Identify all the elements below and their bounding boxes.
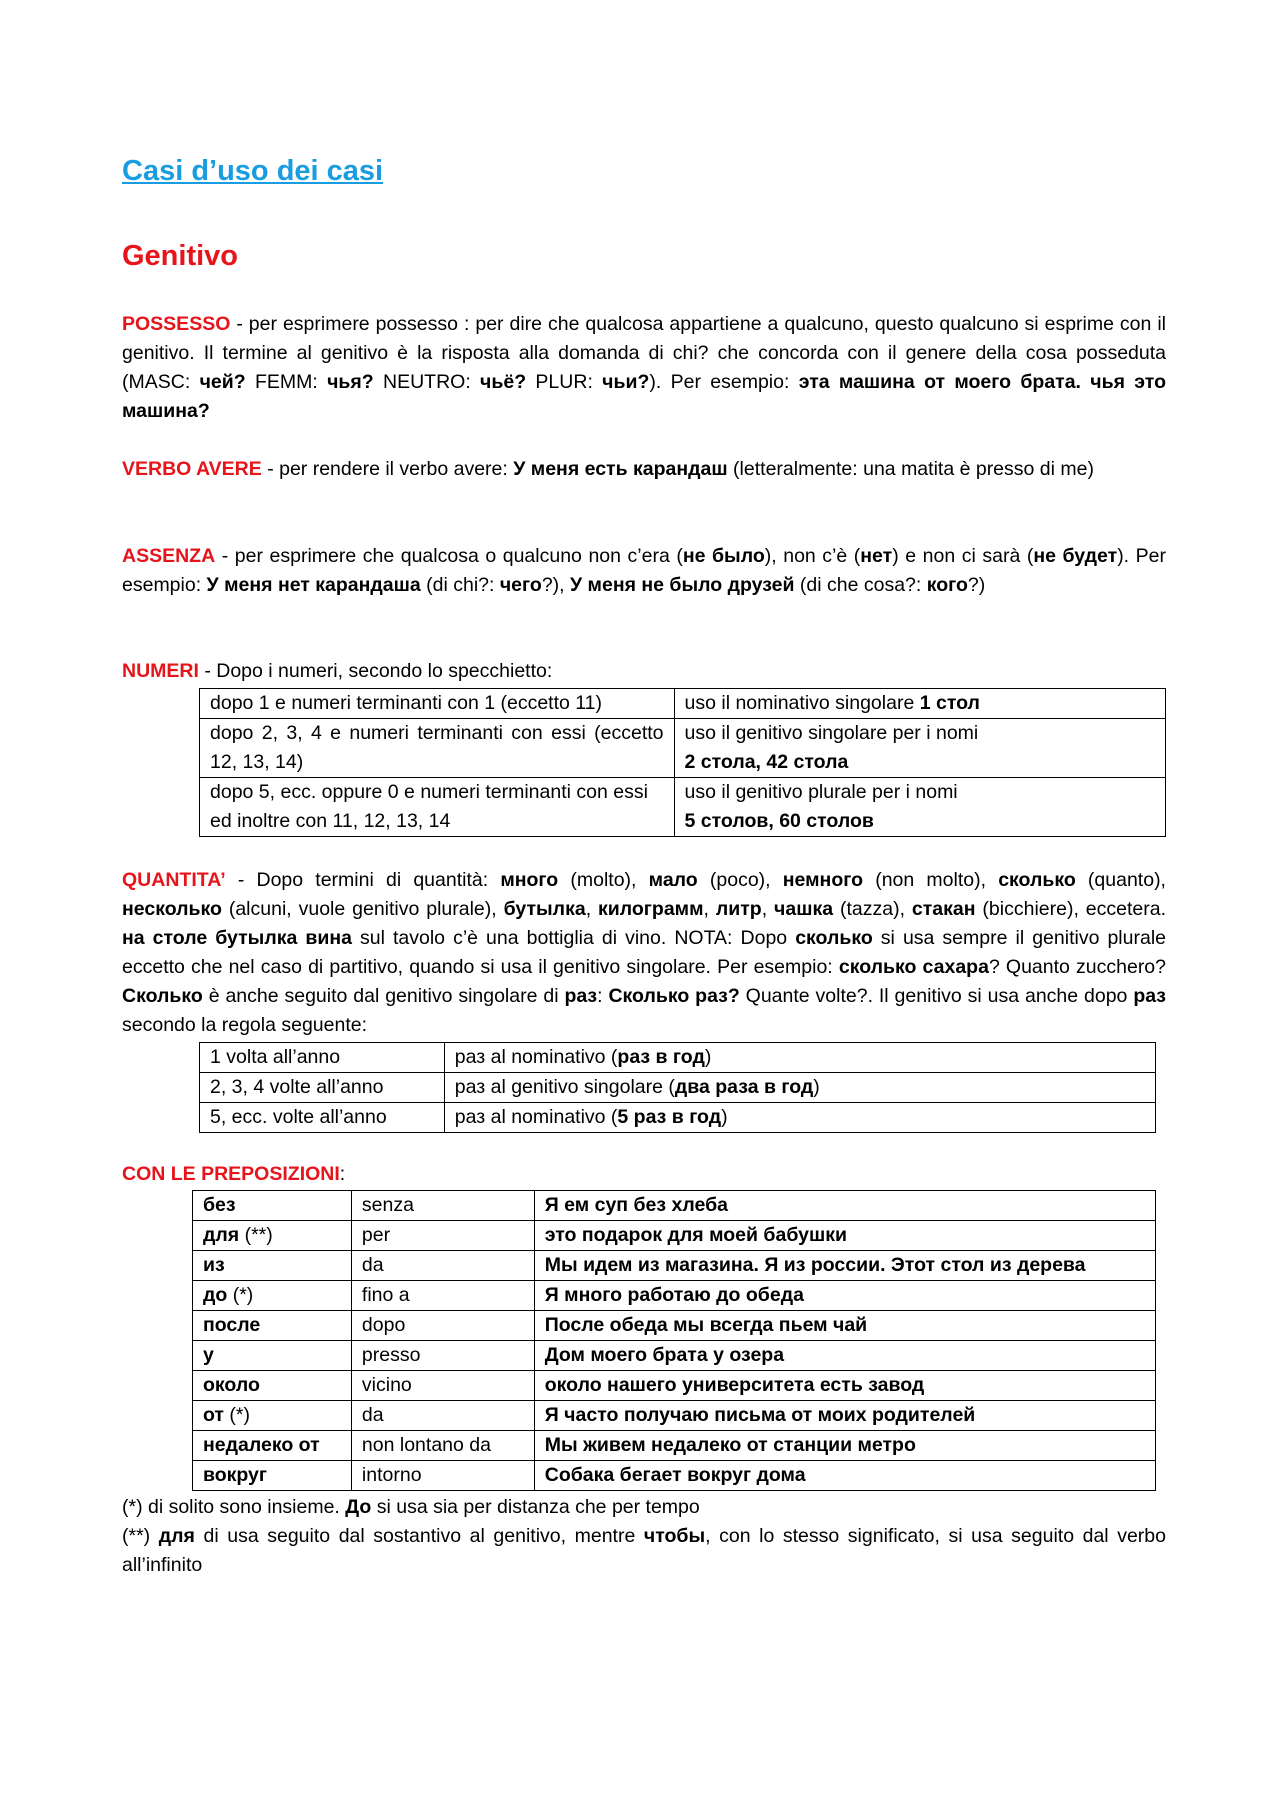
term: До <box>345 1496 372 1518</box>
term: кого <box>926 574 968 596</box>
table-cell <box>444 1073 1155 1103</box>
term: чьё? <box>480 371 527 393</box>
example: У меня есть карандаш <box>513 458 728 480</box>
example-cell <box>534 1461 1155 1491</box>
table-row <box>200 778 1166 837</box>
table-cell <box>200 1103 445 1133</box>
table-cell <box>200 1073 445 1103</box>
table-row <box>193 1341 1156 1371</box>
table-cell <box>200 719 675 778</box>
text: sul tavolo c’è una bottiglia di vino. NOTA: Dopo <box>351 927 796 949</box>
term: не было <box>682 545 765 567</box>
table-cell <box>444 1103 1155 1133</box>
example: эта машина от моего брата. чья это машина? <box>122 371 1166 422</box>
text: PLUR: <box>526 371 603 393</box>
example-cell <box>534 1431 1155 1461</box>
translation: da <box>361 1404 384 1426</box>
text: : <box>597 985 609 1007</box>
cell-text: ) <box>813 1076 820 1098</box>
label-numeri: NUMERI <box>122 660 199 682</box>
example-cell <box>534 1371 1155 1401</box>
paragraph-numeri <box>122 657 1166 686</box>
cell-text: uso il genitivo singolare per i nomi <box>684 722 979 744</box>
table-row <box>200 1073 1156 1103</box>
cell-text: 2, 3, 4 volte all’anno <box>210 1076 384 1098</box>
example-sentence: Я много работаю до обеда <box>544 1284 804 1306</box>
label-verbo-avere: VERBO AVERE <box>122 458 262 480</box>
table-cell <box>674 719 1166 778</box>
cell-example: раз в год <box>617 1046 705 1068</box>
text: ?) <box>967 574 986 596</box>
cell-text: uso il nominativo singolare <box>684 692 920 714</box>
cell-text: ) <box>704 1046 712 1068</box>
term: много <box>500 869 559 891</box>
example-sentence: Я часто получаю письма от моих родителей <box>544 1404 976 1426</box>
table-cell <box>200 778 675 837</box>
term: Сколько <box>122 985 203 1007</box>
preposition: из <box>203 1254 225 1276</box>
preposition: после <box>203 1314 261 1336</box>
translation: per <box>361 1224 391 1246</box>
example-cell <box>534 1341 1155 1371</box>
example-sentence: это подарок для моей бабушки <box>544 1224 847 1246</box>
cell-text: ) <box>721 1106 728 1128</box>
example-cell <box>534 1281 1155 1311</box>
text: - per esprimere che qualcosa o qualcuno non c’era ( <box>215 545 683 567</box>
table-row <box>193 1461 1156 1491</box>
example-sentence: Дом моего брата у озера <box>544 1344 785 1366</box>
translation-cell <box>351 1221 534 1251</box>
text: , <box>585 898 599 920</box>
translation-cell <box>351 1431 534 1461</box>
term: чей? <box>199 371 246 393</box>
text: (**) <box>122 1525 159 1547</box>
cell-text: 5, ecc. volte all’anno <box>210 1106 387 1128</box>
term: чьи? <box>602 371 650 393</box>
text: (*) di solito sono insieme. <box>122 1496 346 1518</box>
term: сколько <box>998 869 1076 891</box>
text: (alcuni, vuole genitivo plurale), <box>221 898 504 920</box>
translation: intorno <box>361 1464 422 1486</box>
table-row <box>193 1191 1156 1221</box>
table-row <box>200 719 1166 778</box>
translation-cell <box>351 1371 534 1401</box>
term: чашка <box>774 898 834 920</box>
text: - Dopo termini di quantità: <box>225 869 501 891</box>
text: Quante volte?. Il genitivo si usa anche dopo <box>739 985 1134 1007</box>
translation: da <box>361 1254 384 1276</box>
preposition-note: (*) <box>227 1284 254 1306</box>
text: secondo la regola seguente: <box>122 1014 368 1036</box>
paragraph-possesso <box>122 310 1166 426</box>
preposition: у <box>203 1344 214 1366</box>
text: ). Per esempio: <box>122 545 1166 596</box>
text: - Dopo i numeri, secondo lo specchietto: <box>198 660 553 682</box>
label-preposizioni: CON LE PREPOSIZIONI <box>122 1163 340 1185</box>
translation: vicino <box>361 1374 412 1396</box>
translation: fino a <box>361 1284 410 1306</box>
label-possesso: POSSESSO <box>122 313 231 335</box>
table-row <box>193 1401 1156 1431</box>
text: (poco), <box>697 869 783 891</box>
cell-example: 5 раз в год <box>617 1106 722 1128</box>
cell-example: 1 стол <box>919 692 980 714</box>
translation-cell <box>351 1341 534 1371</box>
term: для <box>158 1525 195 1547</box>
cell-text: 1 volta all’anno <box>210 1046 341 1068</box>
text: si usa sia per distanza che per tempo <box>371 1496 700 1518</box>
text: NEUTRO: <box>373 371 481 393</box>
preposition: для <box>203 1224 240 1246</box>
text: si usa sempre il genitivo plurale eccetto che nel caso di partitivo, quando si usa il genitivo singolare. Per esempio: <box>122 927 1167 978</box>
example-cell <box>534 1251 1155 1281</box>
preposition: без <box>203 1194 236 1216</box>
term: чья? <box>327 371 374 393</box>
text: (quanto), <box>1075 869 1166 891</box>
term: килограмм <box>598 898 704 920</box>
example-sentence: Собака бегает вокруг дома <box>544 1464 806 1486</box>
term: чтобы <box>643 1525 706 1547</box>
table-cell <box>674 689 1166 719</box>
translation: dopo <box>361 1314 406 1336</box>
preposizioni-table <box>192 1190 1156 1491</box>
preposition-cell <box>193 1401 352 1431</box>
translation: senza <box>361 1194 414 1216</box>
term: раз <box>1133 985 1166 1007</box>
text: , <box>703 898 716 920</box>
table-row <box>200 689 1166 719</box>
text: , <box>761 898 775 920</box>
term: не будет <box>1033 545 1118 567</box>
example: сколько сахара <box>838 956 989 978</box>
term: раз <box>564 985 598 1007</box>
example: У меня не было друзей <box>570 574 795 596</box>
paragraph-assenza <box>122 542 1166 600</box>
cell-example: 5 столов, 60 столов <box>684 810 874 832</box>
table-cell <box>444 1043 1155 1073</box>
text: FEMM: <box>245 371 328 393</box>
table-cell <box>200 689 675 719</box>
table-row <box>200 1043 1156 1073</box>
preposition-note: (**) <box>239 1224 273 1246</box>
text: di usa seguito dal sostantivo al genitivo, mentre <box>194 1525 644 1547</box>
text: (molto), <box>558 869 649 891</box>
paragraph-preposizioni <box>122 1160 1166 1189</box>
text: - per rendere il verbo avere: <box>261 458 514 480</box>
text: ). Per esempio: <box>649 371 799 393</box>
text: ), non c’è ( <box>764 545 861 567</box>
text: (di che cosa?: <box>794 574 927 596</box>
term: немного <box>782 869 864 891</box>
term: несколько <box>122 898 222 920</box>
text: è anche seguito dal genitivo singolare di <box>202 985 565 1007</box>
term: стакан <box>911 898 976 920</box>
text: - per esprimere possesso : per dire che qualcosa appartiene a qualcuno, questo qualcuno si esprime con il genitivo. Il termine al genitivo è la risposta alla domanda di chi? che concorda con il genere della cosa posseduta (MASC: <box>122 313 1166 393</box>
cell-example: 2 стола, 42 стола <box>684 751 849 773</box>
example-sentence: После обеда мы всегда пьем чай <box>544 1314 868 1336</box>
translation-cell <box>351 1191 534 1221</box>
table-row <box>193 1221 1156 1251</box>
preposition: вокруг <box>203 1464 268 1486</box>
preposition-cell <box>193 1311 352 1341</box>
example-cell <box>534 1191 1155 1221</box>
paragraph-verbo-avere <box>122 455 1166 484</box>
cell-text: dopo 5, ecc. oppure 0 e numeri terminanti con essi ed inoltre con 11, 12, 13, 14 <box>210 781 648 832</box>
cell-text: раз al genitivo singolare ( <box>454 1076 675 1098</box>
text: (tazza), <box>833 898 912 920</box>
section-title-genitivo: Genitivo <box>122 240 239 272</box>
cell-text: uso il genitivo plurale per i nomi <box>684 781 958 803</box>
cell-text: dopo 1 e numeri terminanti con 1 (eccetto 11) <box>210 692 603 714</box>
term: нет <box>860 545 893 567</box>
example-cell <box>534 1311 1155 1341</box>
label-quantita: QUANTITA’ <box>122 869 226 891</box>
example-cell <box>534 1401 1155 1431</box>
example: на столе бутылка вина <box>122 927 352 949</box>
term: чего <box>499 574 542 596</box>
example-cell <box>534 1221 1155 1251</box>
preposition-cell <box>193 1281 352 1311</box>
table-cell <box>200 1043 445 1073</box>
preposition: до <box>203 1284 228 1306</box>
example-sentence: Мы идем из магазина. Я из россии. Этот стол из дерева <box>544 1254 1086 1276</box>
footnote-2 <box>122 1522 1166 1580</box>
term: бутылка <box>503 898 586 920</box>
document-title: Casi d’uso dei casi <box>122 155 384 187</box>
table-row <box>193 1431 1156 1461</box>
table-row <box>193 1371 1156 1401</box>
preposition-cell <box>193 1371 352 1401</box>
example: Сколько раз? <box>608 985 740 1007</box>
preposition-cell <box>193 1251 352 1281</box>
table-cell <box>674 778 1166 837</box>
translation-cell <box>351 1401 534 1431</box>
preposition-cell <box>193 1461 352 1491</box>
translation-cell <box>351 1461 534 1491</box>
translation-cell <box>351 1251 534 1281</box>
translation: non lontano da <box>361 1434 491 1456</box>
preposition: около <box>203 1374 260 1396</box>
example-sentence: Мы живем недалеко от станции метро <box>544 1434 916 1456</box>
table-row <box>200 1103 1156 1133</box>
text: ?), <box>541 574 570 596</box>
text: (non molto), <box>863 869 999 891</box>
term: сколько <box>795 927 873 949</box>
translation: presso <box>361 1344 421 1366</box>
translation-cell <box>351 1281 534 1311</box>
example-sentence: Я ем суп без хлеба <box>544 1194 728 1216</box>
cell-text: раз al nominativo ( <box>454 1046 618 1068</box>
paragraph-quantita <box>122 866 1166 1040</box>
footnote-1 <box>122 1493 1166 1522</box>
preposition: недалеко от <box>203 1434 320 1456</box>
numeri-table <box>199 688 1166 837</box>
cell-example: два раза в год <box>674 1076 814 1098</box>
text: ) e non ci sarà ( <box>892 545 1034 567</box>
cell-text: dopo 2, 3, 4 e numeri terminanti con essi (eccetto 12, 13, 14) <box>210 722 664 773</box>
term: литр <box>715 898 762 920</box>
example-sentence: около нашего университета есть завод <box>544 1374 925 1396</box>
preposition-note: (*) <box>223 1404 250 1426</box>
example: У меня нет карандаша <box>206 574 421 596</box>
text: ? Quanto zucchero? <box>988 956 1166 978</box>
table-row <box>193 1311 1156 1341</box>
text: : <box>339 1163 346 1185</box>
term: мало <box>648 869 698 891</box>
preposition-cell <box>193 1221 352 1251</box>
table-row <box>193 1251 1156 1281</box>
cell-text: раз al nominativo ( <box>454 1106 618 1128</box>
text: (di chi?: <box>420 574 500 596</box>
preposition-cell <box>193 1341 352 1371</box>
text: (letteralmente: una matita è presso di me) <box>727 458 1094 480</box>
preposition-cell <box>193 1431 352 1461</box>
label-assenza: ASSENZA <box>122 545 216 567</box>
preposition: от <box>203 1404 224 1426</box>
text: , con lo stesso significato, si usa seguito dal verbo all’infinito <box>122 1525 1166 1576</box>
raz-table <box>199 1042 1156 1133</box>
table-row <box>193 1281 1156 1311</box>
preposition-cell <box>193 1191 352 1221</box>
text: (bicchiere), eccetera. <box>975 898 1166 920</box>
translation-cell <box>351 1311 534 1341</box>
